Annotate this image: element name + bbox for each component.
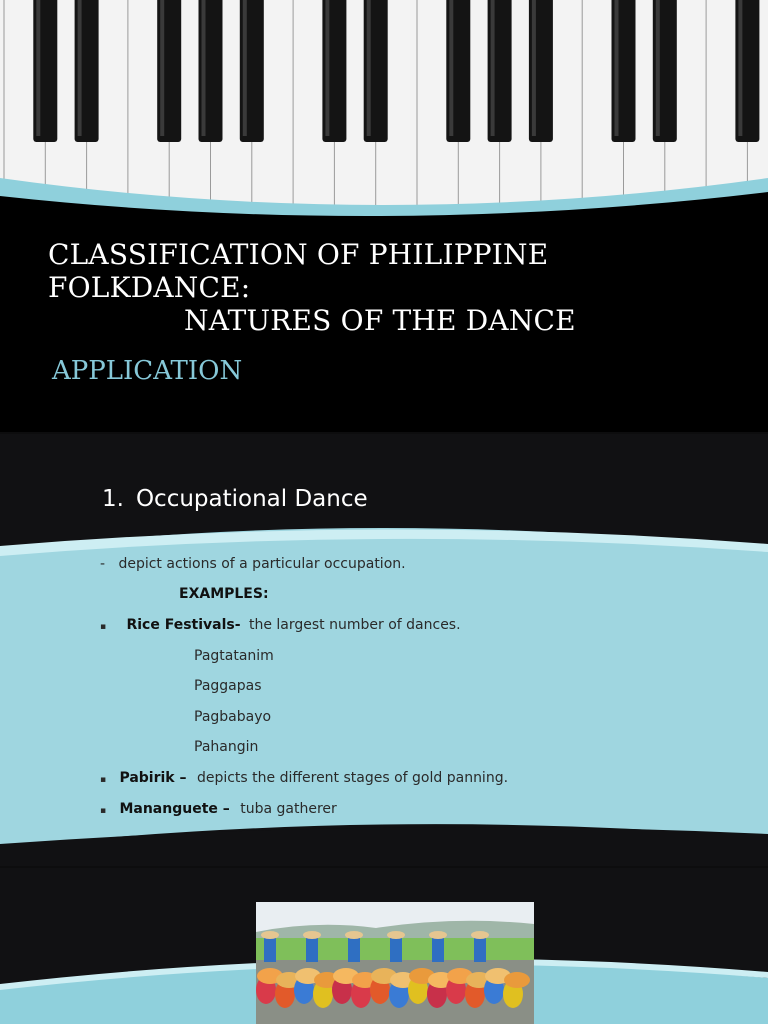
standing-dancer-hat bbox=[303, 931, 321, 939]
sub-list-item: Pagtatanim bbox=[194, 648, 274, 664]
bullet-icon: ▪ bbox=[100, 622, 107, 632]
slide-subtitle: APPLICATION bbox=[52, 356, 243, 386]
bullet-icon: ▪ bbox=[100, 806, 107, 816]
title-slide bbox=[0, 0, 768, 432]
rice-term: Rice Festivals- bbox=[126, 617, 241, 633]
examples-label bbox=[179, 586, 269, 606]
title-line-1: CLASSIFICATION OF PHILIPPINE bbox=[48, 238, 549, 271]
black-key-highlight bbox=[615, 0, 619, 136]
definition-text: depict actions of a particular occupation. bbox=[118, 556, 406, 572]
black-key-highlight bbox=[202, 0, 206, 136]
black-key-highlight bbox=[160, 0, 164, 136]
sub-list-item: Pagbabayo bbox=[194, 709, 272, 725]
standing-dancer bbox=[348, 936, 360, 962]
list-item bbox=[100, 617, 461, 637]
bullet-icon: ▪ bbox=[100, 775, 107, 785]
standing-dancer-hat bbox=[261, 931, 279, 939]
slide-heading bbox=[102, 486, 368, 512]
black-key-highlight bbox=[491, 0, 495, 136]
definition-line bbox=[100, 556, 406, 576]
photo-slide bbox=[0, 868, 768, 1024]
rice-planting-dancers-photo bbox=[256, 902, 534, 1024]
rice-desc: the largest number of dances. bbox=[248, 617, 461, 633]
black-key-highlight bbox=[449, 0, 453, 136]
black-key-highlight bbox=[738, 0, 742, 136]
pabirik-desc: depicts the different stages of gold panning. bbox=[196, 770, 509, 786]
mananguete-desc: tuba gatherer bbox=[240, 801, 337, 817]
list-item bbox=[100, 770, 508, 790]
standing-dancer bbox=[432, 936, 444, 962]
standing-dancer bbox=[474, 936, 486, 962]
pabirik-term: Pabirik – bbox=[119, 770, 187, 786]
black-key-highlight bbox=[367, 0, 371, 136]
black-key-highlight bbox=[532, 0, 536, 136]
title-line-3: NATURES OF THE DANCE bbox=[184, 304, 576, 337]
piano-keys-image bbox=[0, 0, 768, 220]
standing-dancer-hat bbox=[387, 931, 405, 939]
standing-dancer bbox=[390, 936, 402, 962]
black-key-highlight bbox=[243, 0, 247, 136]
mananguete-term: Mananguete – bbox=[119, 801, 230, 817]
dancer-hat bbox=[504, 972, 530, 988]
black-key-highlight bbox=[78, 0, 82, 136]
standing-dancer-hat bbox=[429, 931, 447, 939]
sub-list-item: Paggapas bbox=[194, 678, 262, 694]
heading-text: Occupational Dance bbox=[135, 486, 368, 512]
standing-dancer-hat bbox=[471, 931, 489, 939]
standing-dancer bbox=[264, 936, 276, 962]
sub-list-item: Pahangin bbox=[194, 739, 259, 755]
black-key-highlight bbox=[36, 0, 40, 136]
black-key-highlight bbox=[656, 0, 660, 136]
black-key-highlight bbox=[325, 0, 329, 136]
occupational-dance-slide bbox=[0, 434, 768, 866]
slide-title bbox=[48, 238, 576, 337]
dash-marker: - bbox=[100, 556, 106, 572]
list-item bbox=[100, 801, 337, 821]
title-line-2: FOLKDANCE: bbox=[48, 271, 251, 304]
heading-number: 1. bbox=[102, 486, 124, 512]
standing-dancer-hat bbox=[345, 931, 363, 939]
standing-dancer bbox=[306, 936, 318, 962]
examples-label-text: EXAMPLES: bbox=[179, 586, 269, 602]
